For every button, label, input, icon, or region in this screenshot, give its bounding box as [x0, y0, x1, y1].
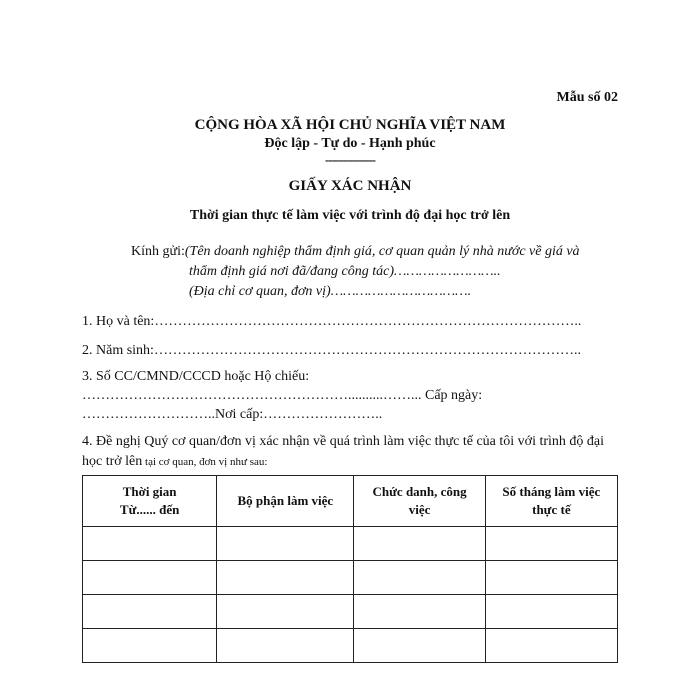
header-position-line-1: Chức danh, công	[372, 484, 467, 499]
table-header-row	[83, 476, 618, 527]
document-subtitle: Thời gian thực tế làm việc với trình độ đại học trở lên	[189, 208, 511, 223]
header-time-line-1: Thời gian	[122, 484, 177, 499]
request-small-text: tại cơ quan, đơn vị như sau:	[142, 456, 268, 468]
document-title: GIẤY XÁC NHẬN	[288, 178, 412, 194]
table-cell	[217, 561, 354, 595]
table-cell	[354, 561, 485, 595]
header-time-period	[83, 476, 217, 527]
addressee-line-1: (Tên doanh nghiệp thẩm định giá, cơ quan quản lý nhà nước về giá và	[184, 244, 580, 259]
field-id-number-line: …………………………………………………..........……... Cấp ngày:	[82, 388, 483, 403]
table-row	[83, 561, 618, 595]
field-request	[82, 432, 622, 472]
field-issue-place-line: ………………………..Nơi cấp:……………………..	[82, 407, 383, 422]
table-row	[83, 595, 618, 629]
addressee-line-3: (Địa chỉ cơ quan, đơn vị)…………………………….	[189, 284, 472, 299]
header-time-line-2: Từ...... đến	[119, 502, 180, 517]
table-cell	[485, 527, 617, 561]
table-row	[83, 629, 618, 663]
header-department	[217, 476, 354, 527]
field-birth-year: 2. Năm sinh:………………………………………………………………………………..	[82, 343, 581, 358]
table-cell	[83, 561, 217, 595]
table-cell	[83, 527, 217, 561]
header-months-worked	[485, 476, 617, 527]
table-cell	[354, 629, 485, 663]
field-full-name: 1. Họ và tên:………………………………………………………………………………..	[82, 314, 582, 329]
form-code: Mẫu số 02	[556, 90, 618, 105]
header-months-line-1: Số tháng làm việc	[502, 484, 601, 499]
table-cell	[83, 595, 217, 629]
request-main-text: 4. Đề nghị Quý cơ quan/đơn vị xác nhận về quá trình làm việc thực tế của tôi với trình độ đại học trở lên	[82, 434, 604, 469]
table-cell	[217, 629, 354, 663]
field-id-label: 3. Số CC/CMND/CCCD hoặc Hộ chiếu:	[82, 369, 310, 384]
motto-divider: ---------------	[325, 152, 375, 167]
header-position-line-2: việc	[408, 502, 431, 517]
table-cell	[354, 527, 485, 561]
table-cell	[354, 595, 485, 629]
table-cell	[83, 629, 217, 663]
addressee-block	[131, 242, 651, 302]
header-department-line-1: Bộ phận làm việc	[237, 493, 334, 508]
header-months-line-2: thực tế	[532, 502, 571, 517]
header-position	[354, 476, 485, 527]
table-cell	[485, 629, 617, 663]
national-motto: Độc lập - Tự do - Hạnh phúc	[264, 136, 436, 151]
addressee-line-2: thẩm định giá nơi đã/đang công tác)……………………..	[189, 264, 501, 279]
national-header: CỘNG HÒA XÃ HỘI CHỦ NGHĨA VIỆT NAM	[194, 117, 506, 133]
addressee-lead: Kính gửi:	[131, 244, 185, 259]
table-cell	[217, 595, 354, 629]
table-cell	[485, 595, 617, 629]
table-cell	[217, 527, 354, 561]
table-row	[83, 527, 618, 561]
table-cell	[485, 561, 617, 595]
work-history-table	[82, 475, 618, 663]
